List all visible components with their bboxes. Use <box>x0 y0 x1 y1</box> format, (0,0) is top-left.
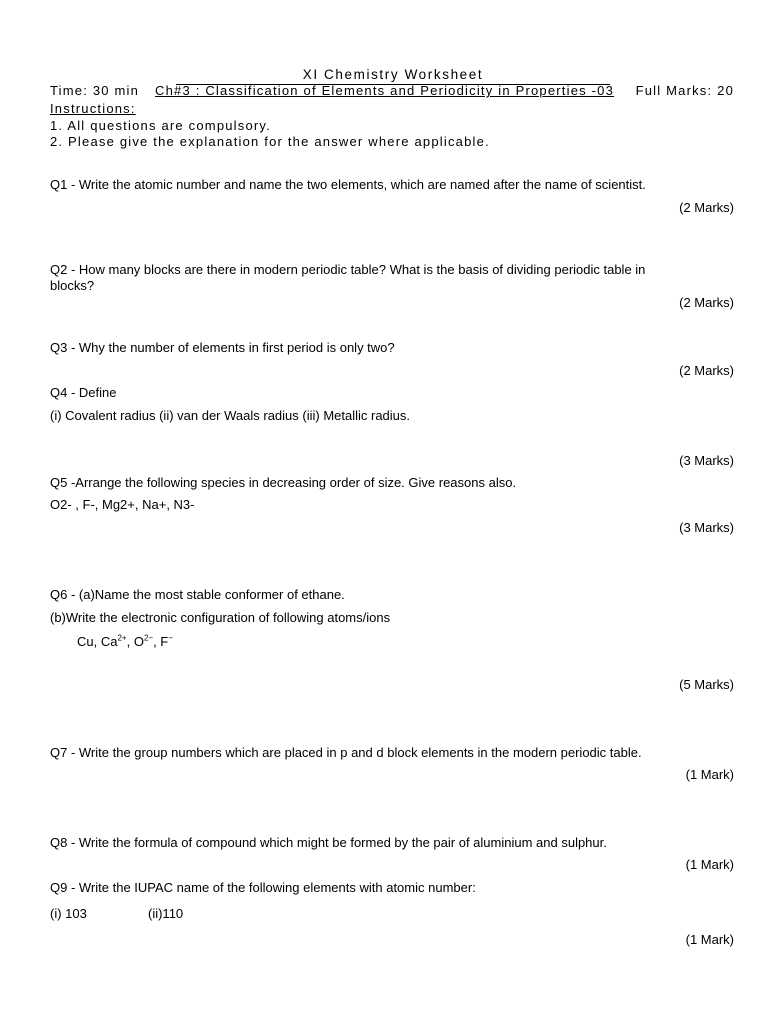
q6-ion-cu-ca: Cu, Ca <box>77 634 118 649</box>
q8-text: Q8 - Write the formula of compound which might be formed by the pair of aluminium and sulphur. <box>50 835 607 850</box>
q2-marks: (2 Marks) <box>679 295 734 310</box>
instructions-heading: Instructions: <box>50 101 136 116</box>
q9-sub-ii: (ii)110 <box>148 906 184 921</box>
q5-text: Q5 -Arrange the following species in decreasing order of size. Give reasons also. <box>50 475 517 490</box>
q4-marks: (3 Marks) <box>679 453 734 468</box>
q2-text-cont: blocks? <box>50 278 95 293</box>
q5-marks: (3 Marks) <box>679 520 734 535</box>
q6-ca-charge: 2+ <box>117 633 127 643</box>
q1-text: Q1 - Write the atomic number and name the two elements, which are named after the name of scientist. <box>50 177 646 192</box>
q4-text: Q4 - Define <box>50 385 117 400</box>
worksheet-title: XI Chemistry Worksheet <box>176 67 610 85</box>
q7-text: Q7 - Write the group numbers which are placed in p and d block elements in the modern periodic table. <box>50 745 642 760</box>
q3-text: Q3 - Why the number of elements in first period is only two? <box>50 340 395 355</box>
q4-sub: (i) Covalent radius (ii) van der Waals radius (iii) Metallic radius. <box>50 408 411 423</box>
q6-marks: (5 Marks) <box>679 677 734 692</box>
q6-text: Q6 - (a)Name the most stable conformer of ethane. <box>50 587 345 602</box>
q6-o-charge: 2− <box>143 633 154 643</box>
q9-text: Q9 - Write the IUPAC name of the following elements with atomic number: <box>50 880 476 895</box>
q6-f-charge: − <box>168 633 173 643</box>
q5-sub: O2- , F-, Mg2+, Na+, N3- <box>50 497 195 512</box>
q7-marks: (1 Mark) <box>685 767 734 782</box>
q6-ion-f: , F <box>153 634 169 649</box>
time-label: Time: 30 min <box>50 83 140 98</box>
q9-marks: (1 Mark) <box>685 932 734 947</box>
instruction-1: 1. All questions are compulsory. <box>50 118 271 133</box>
q1-marks: (2 Marks) <box>679 200 734 215</box>
q6-sub: (b)Write the electronic configuration of following atoms/ions <box>50 610 391 625</box>
q9-sub-i: (i) 103 <box>50 906 87 921</box>
instruction-2: 2. Please give the explanation for the answer where applicable. <box>50 134 490 149</box>
q6-ion-o: , O <box>126 634 144 649</box>
q8-marks: (1 Mark) <box>685 857 734 872</box>
full-marks-label: Full Marks: 20 <box>635 83 734 98</box>
q3-marks: (2 Marks) <box>679 363 734 378</box>
q6-ions <box>77 634 173 650</box>
chapter-label: Ch#3 : Classification of Elements and Periodicity in Properties -03 <box>155 83 615 98</box>
q2-text: Q2 - How many blocks are there in modern periodic table? What is the basis of dividing periodic table in <box>50 262 646 277</box>
